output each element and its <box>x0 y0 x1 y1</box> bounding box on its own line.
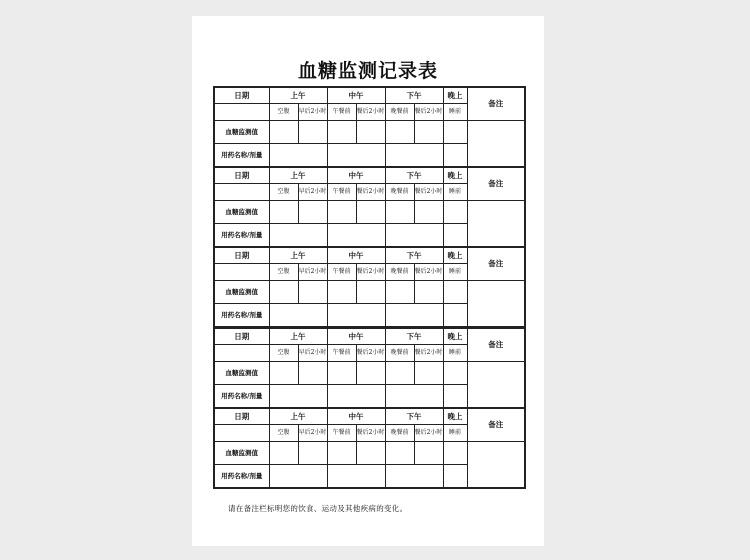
glucose-value-cell[interactable] <box>414 442 443 465</box>
glucose-value-cell[interactable] <box>385 362 414 385</box>
slot-label: 空腹 <box>269 264 298 281</box>
period-evening: 晚上 <box>443 408 467 425</box>
remark-label: 备注 <box>467 167 525 201</box>
slot-label: 餐后2小时 <box>356 184 385 201</box>
date-cell[interactable] <box>214 104 269 121</box>
medication-cell[interactable] <box>269 144 327 168</box>
date-cell[interactable] <box>214 264 269 281</box>
glucose-value-cell[interactable] <box>443 201 467 224</box>
glucose-value-cell[interactable] <box>298 121 327 144</box>
medication-row-label: 用药名称/剂量 <box>214 144 269 168</box>
slot-label: 空腹 <box>269 425 298 442</box>
glucose-row-label: 血糖监测值 <box>214 442 269 465</box>
period-noon: 中午 <box>327 87 385 104</box>
period-afternoon: 下午 <box>385 328 443 345</box>
period-evening: 晚上 <box>443 247 467 264</box>
remark-cell[interactable] <box>467 201 525 248</box>
slot-label: 晚餐前 <box>385 104 414 121</box>
glucose-value-cell[interactable] <box>298 201 327 224</box>
slot-label: 空腹 <box>269 345 298 362</box>
medication-cell[interactable] <box>327 144 385 168</box>
medication-row-label: 用药名称/剂量 <box>214 465 269 489</box>
date-label: 日期 <box>214 167 269 184</box>
slot-label: 睡前 <box>443 104 467 121</box>
slot-label: 午餐前 <box>327 264 356 281</box>
remark-label: 备注 <box>467 408 525 442</box>
footnote: 请在备注栏标明您的饮食、运动及其他疾病的变化。 <box>228 504 408 513</box>
slot-label: 睡前 <box>443 425 467 442</box>
period-afternoon: 下午 <box>385 87 443 104</box>
slot-label: 餐后2小时 <box>414 425 443 442</box>
slot-label: 午餐前 <box>327 345 356 362</box>
glucose-value-cell[interactable] <box>443 362 467 385</box>
medication-cell[interactable] <box>443 144 467 168</box>
remark-cell[interactable] <box>467 121 525 168</box>
remark-label: 备注 <box>467 247 525 281</box>
period-afternoon: 下午 <box>385 167 443 184</box>
slot-label: 午餐前 <box>327 425 356 442</box>
period-morning: 上午 <box>269 247 327 264</box>
period-noon: 中午 <box>327 408 385 425</box>
medication-cell[interactable] <box>269 224 327 248</box>
slot-label: 睡前 <box>443 264 467 281</box>
slot-label: 晚餐前 <box>385 264 414 281</box>
medication-cell[interactable] <box>269 465 327 489</box>
record-block <box>213 86 524 166</box>
medication-cell[interactable] <box>327 304 385 328</box>
medication-cell[interactable] <box>269 385 327 409</box>
glucose-value-cell[interactable] <box>269 121 298 144</box>
glucose-value-cell[interactable] <box>385 442 414 465</box>
medication-cell[interactable] <box>269 304 327 328</box>
glucose-value-cell[interactable] <box>443 281 467 304</box>
glucose-value-cell[interactable] <box>269 362 298 385</box>
glucose-value-cell[interactable] <box>327 121 356 144</box>
slot-label: 晚餐前 <box>385 345 414 362</box>
glucose-value-cell[interactable] <box>327 201 356 224</box>
glucose-value-cell[interactable] <box>356 442 385 465</box>
slot-label: 早后2小时 <box>298 104 327 121</box>
period-afternoon: 下午 <box>385 408 443 425</box>
medication-cell[interactable] <box>443 224 467 248</box>
slot-label: 餐后2小时 <box>414 264 443 281</box>
date-cell[interactable] <box>214 184 269 201</box>
slot-label: 睡前 <box>443 184 467 201</box>
glucose-value-cell[interactable] <box>385 201 414 224</box>
slot-label: 餐后2小时 <box>356 264 385 281</box>
glucose-value-cell[interactable] <box>414 362 443 385</box>
glucose-value-cell[interactable] <box>443 121 467 144</box>
record-block <box>213 407 524 487</box>
remark-label: 备注 <box>467 87 525 121</box>
glucose-value-cell[interactable] <box>385 281 414 304</box>
period-evening: 晚上 <box>443 328 467 345</box>
glucose-row-label: 血糖监测值 <box>214 121 269 144</box>
remark-cell[interactable] <box>467 442 525 489</box>
remark-cell[interactable] <box>467 362 525 409</box>
medication-row-label: 用药名称/剂量 <box>214 224 269 248</box>
period-evening: 晚上 <box>443 87 467 104</box>
date-cell[interactable] <box>214 345 269 362</box>
medication-cell[interactable] <box>385 224 443 248</box>
sheet-title: 血糖监测记录表 <box>297 60 438 82</box>
medication-cell[interactable] <box>443 304 467 328</box>
remark-cell[interactable] <box>467 281 525 328</box>
slot-label: 午餐前 <box>327 104 356 121</box>
medication-row-label: 用药名称/剂量 <box>214 304 269 328</box>
glucose-value-cell[interactable] <box>298 281 327 304</box>
medication-cell[interactable] <box>385 385 443 409</box>
period-noon: 中午 <box>327 328 385 345</box>
record-block <box>213 166 524 246</box>
glucose-row-label: 血糖监测值 <box>214 281 269 304</box>
medication-cell[interactable] <box>385 304 443 328</box>
medication-cell[interactable] <box>327 385 385 409</box>
period-morning: 上午 <box>269 87 327 104</box>
medication-cell[interactable] <box>327 465 385 489</box>
record-block <box>213 327 524 407</box>
slot-label: 餐后2小时 <box>414 184 443 201</box>
glucose-value-cell[interactable] <box>327 281 356 304</box>
medication-row-label: 用药名称/剂量 <box>214 385 269 409</box>
date-label: 日期 <box>214 87 269 104</box>
period-morning: 上午 <box>269 167 327 184</box>
date-label: 日期 <box>214 247 269 264</box>
slot-label: 餐后2小时 <box>414 345 443 362</box>
period-morning: 上午 <box>269 328 327 345</box>
date-cell[interactable] <box>214 425 269 442</box>
glucose-value-cell[interactable] <box>327 442 356 465</box>
glucose-value-cell[interactable] <box>356 201 385 224</box>
medication-cell[interactable] <box>385 144 443 168</box>
slot-label: 空腹 <box>269 104 298 121</box>
period-noon: 中午 <box>327 167 385 184</box>
glucose-value-cell[interactable] <box>443 442 467 465</box>
record-block <box>213 246 524 326</box>
period-noon: 中午 <box>327 247 385 264</box>
slot-label: 餐后2小时 <box>356 425 385 442</box>
period-evening: 晚上 <box>443 167 467 184</box>
period-afternoon: 下午 <box>385 247 443 264</box>
medication-cell[interactable] <box>327 224 385 248</box>
slot-label: 晚餐前 <box>385 425 414 442</box>
remark-label: 备注 <box>467 328 525 362</box>
period-morning: 上午 <box>269 408 327 425</box>
slot-label: 早后2小时 <box>298 345 327 362</box>
date-label: 日期 <box>214 328 269 345</box>
glucose-value-cell[interactable] <box>327 362 356 385</box>
glucose-value-cell[interactable] <box>269 281 298 304</box>
glucose-value-cell[interactable] <box>356 281 385 304</box>
slot-label: 睡前 <box>443 345 467 362</box>
glucose-row-label: 血糖监测值 <box>214 362 269 385</box>
glucose-value-cell[interactable] <box>298 362 327 385</box>
slot-label: 午餐前 <box>327 184 356 201</box>
glucose-value-cell[interactable] <box>414 281 443 304</box>
slot-label: 餐后2小时 <box>356 345 385 362</box>
date-label: 日期 <box>214 408 269 425</box>
slot-label: 晚餐前 <box>385 184 414 201</box>
glucose-row-label: 血糖监测值 <box>214 201 269 224</box>
medication-cell[interactable] <box>385 465 443 489</box>
slot-label: 餐后2小时 <box>414 104 443 121</box>
glucose-value-cell[interactable] <box>269 201 298 224</box>
slot-label: 早后2小时 <box>298 425 327 442</box>
glucose-value-cell[interactable] <box>414 121 443 144</box>
slot-label: 早后2小时 <box>298 184 327 201</box>
glucose-value-cell[interactable] <box>385 121 414 144</box>
glucose-value-cell[interactable] <box>414 201 443 224</box>
glucose-value-cell[interactable] <box>356 362 385 385</box>
medication-cell[interactable] <box>443 385 467 409</box>
glucose-value-cell[interactable] <box>298 442 327 465</box>
slot-label: 早后2小时 <box>298 264 327 281</box>
slot-label: 餐后2小时 <box>356 104 385 121</box>
medication-cell[interactable] <box>443 465 467 489</box>
glucose-value-cell[interactable] <box>356 121 385 144</box>
slot-label: 空腹 <box>269 184 298 201</box>
glucose-value-cell[interactable] <box>269 442 298 465</box>
